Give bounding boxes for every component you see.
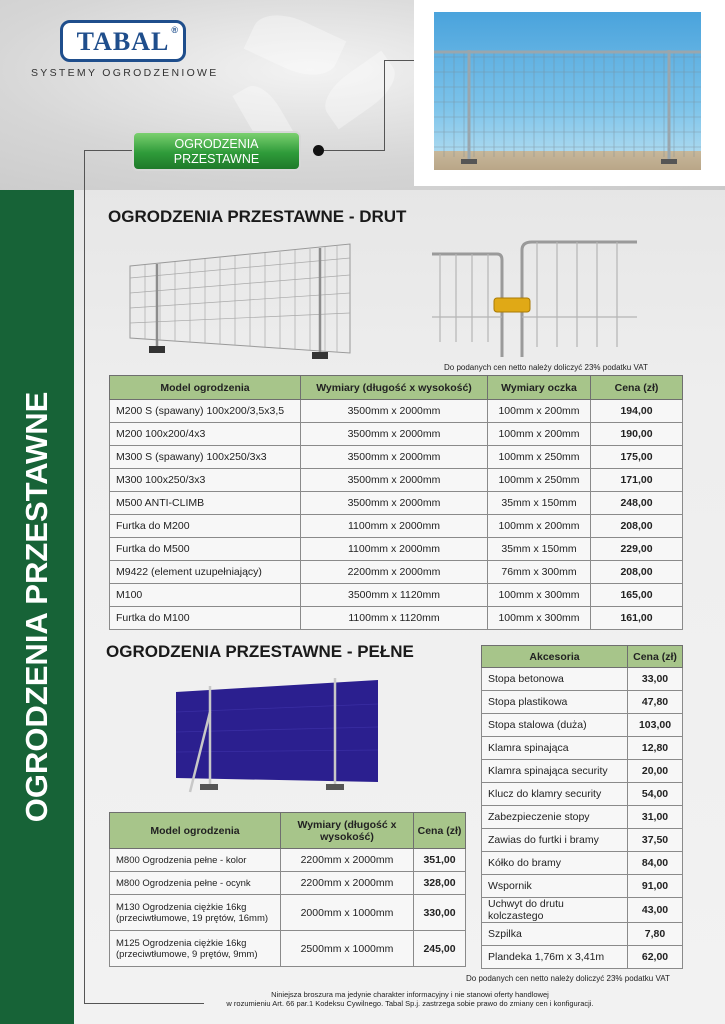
table-cell: 35mm x 150mm [488,492,591,515]
table-row [482,829,683,852]
table-cell: 100mm x 200mm [488,515,591,538]
table-cell: 1100mm x 2000mm [301,538,488,561]
table-cell: 194,00 [591,400,683,423]
table-cell: 20,00 [628,760,683,783]
logo-text: TABAL [76,27,170,56]
table-cell: 12,80 [628,737,683,760]
table-cell: 33,00 [628,668,683,691]
connector-line [84,150,85,1003]
table-header-row [110,813,466,849]
table-cell: 229,00 [591,538,683,561]
table-cell: 3500mm x 1120mm [301,584,488,607]
table-cell: M800 Ogrodzenia pełne - kolor [110,849,281,872]
table-cell: M200 100x200/4x3 [110,423,301,446]
fence-clamp-detail-image [432,232,642,357]
table-cell: 3500mm x 2000mm [301,492,488,515]
table-cell: 2200mm x 2000mm [281,849,414,872]
table-row [482,946,683,969]
table-row [482,760,683,783]
table-row [482,875,683,898]
tagline: SYSTEMY OGRODZENIOWE [31,67,219,79]
badge-line-1: OGRODZENIA [174,137,259,151]
table-cell: 2500mm x 1000mm [281,931,414,967]
table-row [482,852,683,875]
footer-line-2: w rozumieniu Art. 66 par.1 Kodeksu Cywilnego. Tabal Sp.j. zastrzega sobie prawo do zmiany cen i konfiguracji. [226,999,594,1008]
table-cell: 37,50 [628,829,683,852]
table-row [110,584,683,607]
category-badge [132,131,301,171]
table-cell: 165,00 [591,584,683,607]
table-row [482,691,683,714]
table-cell: Zabezpieczenie stopy [482,806,628,829]
badge-line-2: PRZESTAWNE [173,152,260,166]
table-cell: 103,00 [628,714,683,737]
table-row [110,895,466,931]
table-row [482,714,683,737]
table-cell: 100mm x 250mm [488,446,591,469]
table-row [110,849,466,872]
table-cell: M9422 (element uzupełniający) [110,561,301,584]
decorative-leaf [244,3,347,86]
table-row [110,492,683,515]
table-cell: M500 ANTI-CLIMB [110,492,301,515]
fence-on-sky-image [434,12,701,170]
col-header-dimensions: Wymiary (długość x wysokość) [301,376,488,400]
table-cell: 100mm x 300mm [488,607,591,630]
solid-fence-image [170,672,382,797]
table-cell: 62,00 [628,946,683,969]
col-header-mesh: Wymiary oczka [488,376,591,400]
table-row [110,931,466,967]
sidebar-title: OGRODZENIA PRZESTAWNE [19,391,54,823]
table-cell: 175,00 [591,446,683,469]
col-header-accessory: Akcesoria [482,646,628,668]
solid-fence-price-table [109,812,466,967]
table-row [482,783,683,806]
table-cell: 7,80 [628,923,683,946]
table-row [482,737,683,760]
table-cell: 3500mm x 2000mm [301,400,488,423]
table-cell: Plandeka 1,76m x 3,41m [482,946,628,969]
col-header-model: Model ogrodzenia [110,376,301,400]
table-cell: Furtka do M200 [110,515,301,538]
table-cell: 161,00 [591,607,683,630]
table-cell: 100mm x 250mm [488,469,591,492]
table-cell: 100mm x 200mm [488,423,591,446]
table-header-row [110,376,683,400]
table-cell: 248,00 [591,492,683,515]
hero-photo-frame [414,0,725,186]
table-cell: 54,00 [628,783,683,806]
table-row [482,898,683,923]
table-cell: 31,00 [628,806,683,829]
table-row [110,561,683,584]
table-cell: 1100mm x 1120mm [301,607,488,630]
table-cell: 100mm x 200mm [488,400,591,423]
fence-photo [434,12,701,170]
table-cell: 2000mm x 1000mm [281,895,414,931]
table-cell: Wspornik [482,875,628,898]
table-row [110,423,683,446]
table-cell: M200 S (spawany) 100x200/3,5x3,5 [110,400,301,423]
table-cell: 2200mm x 2000mm [301,561,488,584]
table-cell: 100mm x 300mm [488,584,591,607]
table-cell: Furtka do M100 [110,607,301,630]
table-cell: Stopa stalowa (duża) [482,714,628,737]
table-cell: 2200mm x 2000mm [281,872,414,895]
col-header-dimensions: Wymiary (długość x wysokość) [281,813,414,849]
table-cell: 328,00 [414,872,466,895]
table-row [482,668,683,691]
table-cell: M100 [110,584,301,607]
table-cell: M300 100x250/3x3 [110,469,301,492]
table-row [110,446,683,469]
table-cell: Kółko do bramy [482,852,628,875]
footer-disclaimer [150,990,670,1008]
table-cell: M800 Ogrodzenia pełne - ocynk [110,872,281,895]
table-row [110,400,683,423]
connector-dot [313,145,324,156]
table-cell: 91,00 [628,875,683,898]
table-cell: 171,00 [591,469,683,492]
table-cell: Furtka do M500 [110,538,301,561]
accessories-price-table [481,645,683,969]
section-title-wire: OGRODZENIA PRZESTAWNE - DRUT [108,207,407,226]
table-cell: M125 Ogrodzenia ciężkie 16kg (przeciwtłumowe, 9 prętów, 9mm) [110,931,281,967]
table-cell: 76mm x 300mm [488,561,591,584]
connector-line [324,150,384,151]
col-header-price: Cena (zł) [591,376,683,400]
wire-fence-price-table [109,375,683,630]
connector-line [84,150,132,151]
table-cell: 3500mm x 2000mm [301,423,488,446]
connector-line [384,60,414,61]
footer-line-1: Niniejsza broszura ma jedynie charakter informacyjny i nie stanowi oferty handlowej [271,990,549,999]
table-row [110,469,683,492]
table-cell: Stopa betonowa [482,668,628,691]
table-cell: 47,80 [628,691,683,714]
connector-line [384,60,385,151]
table-cell: 3500mm x 2000mm [301,469,488,492]
table-row [110,872,466,895]
table-cell: M130 Ogrodzenia ciężkie 16kg (przeciwtłumowe, 19 prętów, 16mm) [110,895,281,931]
table-cell: 208,00 [591,561,683,584]
table-cell: 330,00 [414,895,466,931]
table-cell: 351,00 [414,849,466,872]
section-title-solid: OGRODZENIA PRZESTAWNE - PEŁNE [106,642,414,661]
table-cell: 84,00 [628,852,683,875]
table-cell: Uchwyt do drutu kolczastego [482,898,628,923]
table-cell: Stopa plastikowa [482,691,628,714]
table-row [110,538,683,561]
table-row [482,806,683,829]
table-cell: 208,00 [591,515,683,538]
col-header-model: Model ogrodzenia [110,813,281,849]
table-cell: 245,00 [414,931,466,967]
table-cell: 35mm x 150mm [488,538,591,561]
col-header-price: Cena (zł) [628,646,683,668]
table-row [110,515,683,538]
table-cell: 43,00 [628,898,683,923]
table-cell: M300 S (spawany) 100x250/3x3 [110,446,301,469]
registered-mark: ® [171,25,179,35]
table-cell: 190,00 [591,423,683,446]
table-cell: Szpilka [482,923,628,946]
table-cell: Zawias do furtki i bramy [482,829,628,852]
vat-note-bottom: Do podanych cen netto należy doliczyć 23% podatku VAT [466,974,670,983]
table-row [482,923,683,946]
table-row [110,607,683,630]
col-header-price: Cena (zł) [414,813,466,849]
vat-note-top: Do podanych cen netto należy doliczyć 23% podatku VAT [444,363,648,372]
table-cell: 3500mm x 2000mm [301,446,488,469]
table-cell: 1100mm x 2000mm [301,515,488,538]
table-header-row [482,646,683,668]
tabal-logo [60,20,186,62]
table-cell: Klamra spinająca [482,737,628,760]
table-cell: Klucz do klamry security [482,783,628,806]
wire-fence-image [125,238,355,363]
table-cell: Klamra spinająca security [482,760,628,783]
